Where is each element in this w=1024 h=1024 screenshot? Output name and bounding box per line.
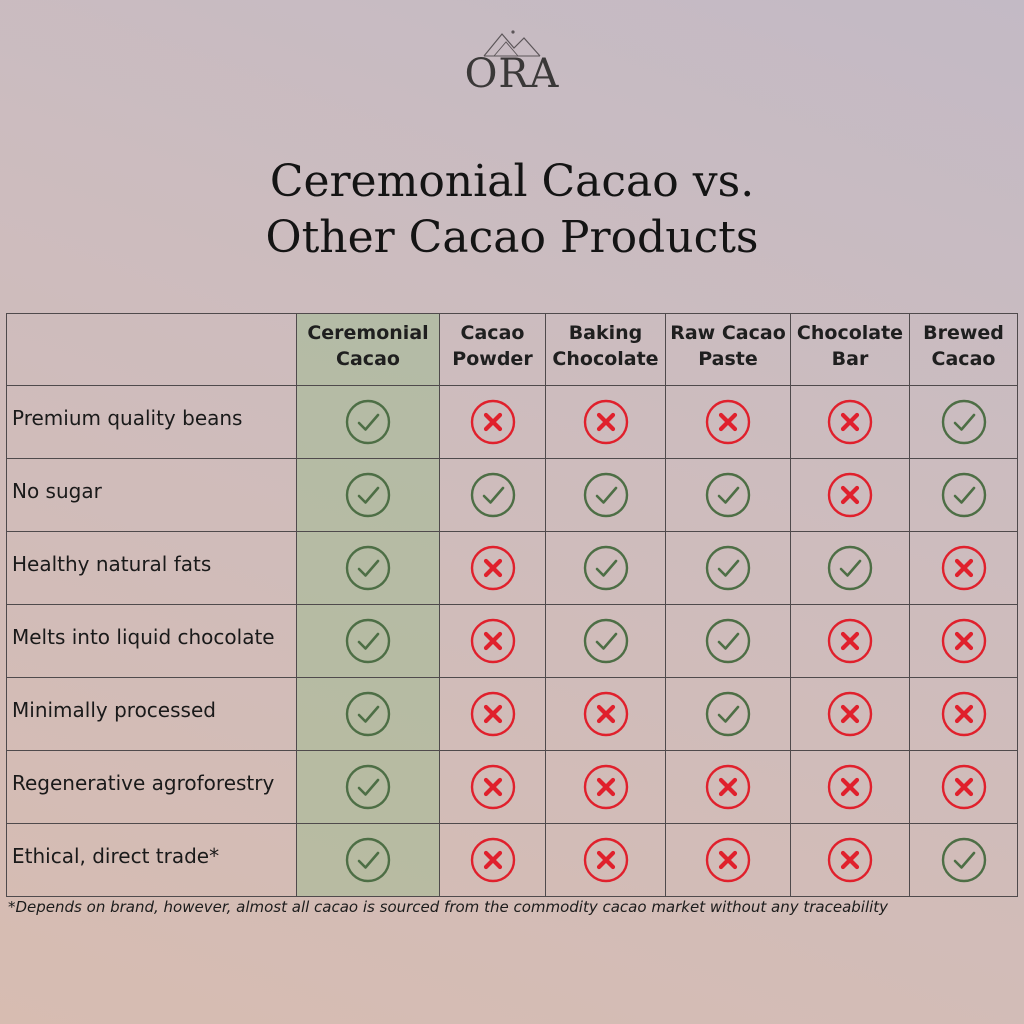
- table-row: [7, 459, 1018, 532]
- row-label: Minimally processed: [12, 698, 216, 722]
- check-icon: [941, 399, 987, 445]
- cross-icon: [827, 399, 873, 445]
- feature-cell: [440, 824, 546, 897]
- cross-icon: [470, 618, 516, 664]
- cross-icon: [827, 764, 873, 810]
- feature-cell: [546, 605, 666, 678]
- row-label-cell: [7, 605, 297, 678]
- feature-cell: [546, 751, 666, 824]
- check-icon: [345, 618, 391, 664]
- feature-cell: [910, 459, 1018, 532]
- row-label-cell: [7, 532, 297, 605]
- feature-cell: [546, 386, 666, 459]
- row-label: Premium quality beans: [12, 406, 243, 430]
- column-header-line1: Cacao: [460, 322, 525, 344]
- check-icon: [345, 764, 391, 810]
- check-icon: [827, 545, 873, 591]
- feature-cell: [297, 386, 440, 459]
- feature-cell: [910, 678, 1018, 751]
- feature-cell: [666, 824, 791, 897]
- brand-name: ORA: [464, 51, 560, 97]
- row-label-cell: [7, 751, 297, 824]
- feature-cell: [440, 386, 546, 459]
- check-icon: [583, 545, 629, 591]
- check-icon: [583, 618, 629, 664]
- column-header-2: [546, 314, 666, 386]
- header-corner: [7, 314, 297, 386]
- feature-cell: [910, 386, 1018, 459]
- feature-cell: [666, 386, 791, 459]
- cross-icon: [470, 837, 516, 883]
- feature-cell: [910, 605, 1018, 678]
- row-label: Regenerative agroforestry: [12, 771, 275, 795]
- feature-cell: [297, 824, 440, 897]
- feature-cell: [440, 678, 546, 751]
- table-row: [7, 532, 1018, 605]
- column-header-3: [666, 314, 791, 386]
- cross-icon: [583, 399, 629, 445]
- check-icon: [345, 472, 391, 518]
- feature-cell: [546, 459, 666, 532]
- feature-cell: [297, 459, 440, 532]
- check-icon: [345, 691, 391, 737]
- table-row: [7, 751, 1018, 824]
- table-row: [7, 678, 1018, 751]
- header-row: [7, 314, 1018, 386]
- feature-cell: [546, 678, 666, 751]
- feature-cell: [791, 459, 910, 532]
- feature-cell: [910, 824, 1018, 897]
- column-header-line2: Chocolate: [552, 348, 659, 370]
- feature-cell: [440, 532, 546, 605]
- feature-cell: [297, 751, 440, 824]
- cross-icon: [827, 472, 873, 518]
- check-icon: [345, 837, 391, 883]
- cross-icon: [941, 691, 987, 737]
- feature-cell: [666, 678, 791, 751]
- table-row: [7, 605, 1018, 678]
- table-row: [7, 386, 1018, 459]
- feature-cell: [666, 751, 791, 824]
- cross-icon: [827, 837, 873, 883]
- check-icon: [705, 618, 751, 664]
- feature-cell: [297, 532, 440, 605]
- column-header-1: [440, 314, 546, 386]
- check-icon: [705, 545, 751, 591]
- cross-icon: [470, 764, 516, 810]
- cross-icon: [827, 691, 873, 737]
- column-header-line2: Paste: [698, 348, 758, 370]
- feature-cell: [297, 678, 440, 751]
- feature-cell: [791, 605, 910, 678]
- feature-cell: [297, 605, 440, 678]
- column-header-line1: Raw Cacao: [670, 322, 786, 344]
- cross-icon: [941, 764, 987, 810]
- cross-icon: [705, 764, 751, 810]
- row-label-cell: [7, 386, 297, 459]
- cross-icon: [583, 837, 629, 883]
- check-icon: [470, 472, 516, 518]
- cross-icon: [470, 691, 516, 737]
- feature-cell: [666, 459, 791, 532]
- page-title: [0, 154, 1024, 266]
- row-label-cell: [7, 459, 297, 532]
- column-header-line1: Baking: [568, 322, 643, 344]
- column-header-0: [297, 314, 440, 386]
- feature-cell: [440, 605, 546, 678]
- column-header-line1: Ceremonial: [307, 322, 429, 344]
- column-header-line1: Brewed: [923, 322, 1004, 344]
- cross-icon: [583, 691, 629, 737]
- feature-cell: [791, 532, 910, 605]
- column-header-line2: Cacao: [931, 348, 996, 370]
- comparison-table: [6, 313, 1018, 897]
- column-header-line1: Chocolate: [796, 322, 904, 344]
- column-header-line2: Powder: [452, 348, 533, 370]
- feature-cell: [666, 532, 791, 605]
- cross-icon: [705, 399, 751, 445]
- cross-icon: [941, 545, 987, 591]
- row-label: Ethical, direct trade*: [12, 844, 220, 868]
- cross-icon: [705, 837, 751, 883]
- check-icon: [705, 472, 751, 518]
- column-header-5: [910, 314, 1018, 386]
- row-label-cell: [7, 678, 297, 751]
- row-label: No sugar: [12, 479, 102, 503]
- feature-cell: [910, 751, 1018, 824]
- cross-icon: [941, 618, 987, 664]
- row-label: Melts into liquid chocolate: [12, 625, 275, 649]
- feature-cell: [791, 824, 910, 897]
- check-icon: [941, 837, 987, 883]
- feature-cell: [666, 605, 791, 678]
- column-header-4: [791, 314, 910, 386]
- cross-icon: [470, 545, 516, 591]
- feature-cell: [791, 751, 910, 824]
- feature-cell: [791, 678, 910, 751]
- column-header-line2: Cacao: [336, 348, 400, 370]
- row-label-cell: [7, 824, 297, 897]
- feature-cell: [440, 751, 546, 824]
- feature-cell: [546, 532, 666, 605]
- table-row: [7, 824, 1018, 897]
- column-header-line2: Bar: [831, 348, 869, 370]
- footnote: *Depends on brand, however, almost all cacao is sourced from the commodity cacao market without any traceability: [8, 898, 889, 916]
- feature-cell: [910, 532, 1018, 605]
- brand-logo: [0, 28, 1024, 96]
- feature-cell: [546, 824, 666, 897]
- check-icon: [705, 691, 751, 737]
- check-icon: [345, 545, 391, 591]
- cross-icon: [470, 399, 516, 445]
- row-label: Healthy natural fats: [12, 552, 212, 576]
- feature-cell: [791, 386, 910, 459]
- check-icon: [345, 399, 391, 445]
- feature-cell: [440, 459, 546, 532]
- title-line-2: Other Cacao Products: [265, 212, 759, 263]
- cross-icon: [583, 764, 629, 810]
- check-icon: [941, 472, 987, 518]
- title-line-1: Ceremonial Cacao vs.: [269, 156, 755, 207]
- cross-icon: [827, 618, 873, 664]
- check-icon: [583, 472, 629, 518]
